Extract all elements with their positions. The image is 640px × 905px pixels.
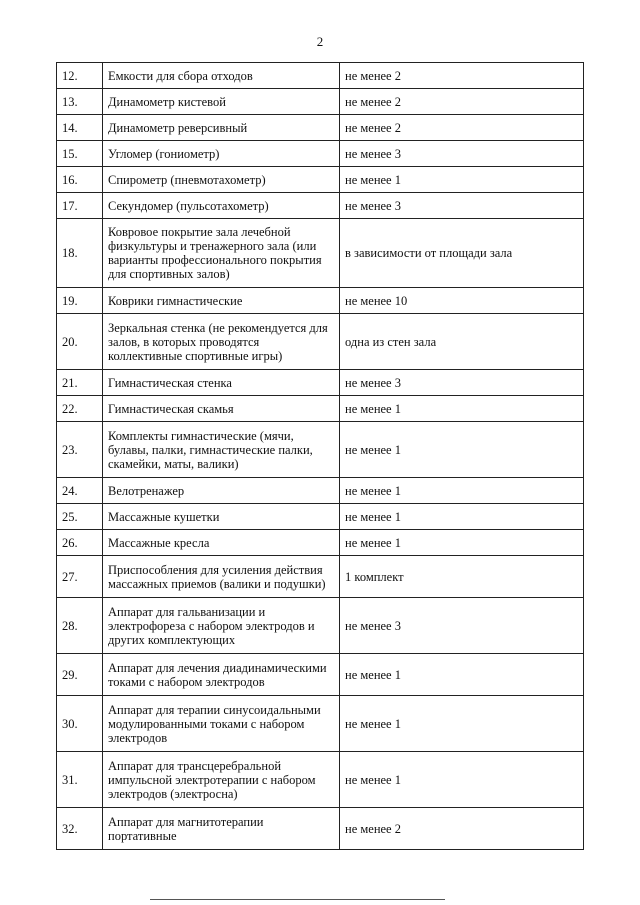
equipment-name: Массажные кресла <box>103 530 340 556</box>
row-number: 31. <box>57 752 103 808</box>
equipment-quantity: не менее 10 <box>340 288 584 314</box>
equipment-quantity: не менее 2 <box>340 89 584 115</box>
equipment-quantity: не менее 1 <box>340 752 584 808</box>
equipment-quantity: не менее 2 <box>340 63 584 89</box>
equipment-quantity: одна из стен зала <box>340 314 584 370</box>
row-number: 12. <box>57 63 103 89</box>
equipment-quantity: не менее 3 <box>340 141 584 167</box>
equipment-quantity: не менее 1 <box>340 422 584 478</box>
equipment-name: Гимнастическая стенка <box>103 370 340 396</box>
table-row <box>57 422 584 478</box>
row-number: 21. <box>57 370 103 396</box>
table-row <box>57 370 584 396</box>
row-number: 25. <box>57 504 103 530</box>
row-number: 27. <box>57 556 103 598</box>
row-number: 15. <box>57 141 103 167</box>
equipment-quantity: не менее 1 <box>340 530 584 556</box>
equipment-quantity: не менее 1 <box>340 396 584 422</box>
equipment-name: Гимнастическая скамья <box>103 396 340 422</box>
equipment-name: Аппарат для гальванизации и электрофореза с набором электродов и других комплектующих <box>103 598 340 654</box>
equipment-quantity: не менее 1 <box>340 504 584 530</box>
table-row <box>57 167 584 193</box>
equipment-name: Ковровое покрытие зала лечебной физкультуры и тренажерного зала (или варианты профессионального покрытия для спортивных залов) <box>103 219 340 288</box>
table-row <box>57 598 584 654</box>
table-row <box>57 752 584 808</box>
table-row <box>57 288 584 314</box>
equipment-quantity: не менее 1 <box>340 478 584 504</box>
equipment-name: Емкости для сбора отходов <box>103 63 340 89</box>
row-number: 30. <box>57 696 103 752</box>
equipment-name: Аппарат для магнитотерапии портативные <box>103 808 340 850</box>
equipment-table <box>56 62 584 850</box>
table-row <box>57 115 584 141</box>
table-row <box>57 556 584 598</box>
table-row <box>57 193 584 219</box>
table-row <box>57 808 584 850</box>
table-row <box>57 654 584 696</box>
equipment-quantity: не менее 3 <box>340 598 584 654</box>
table-row <box>57 63 584 89</box>
row-number: 19. <box>57 288 103 314</box>
row-number: 20. <box>57 314 103 370</box>
equipment-quantity: не менее 1 <box>340 654 584 696</box>
equipment-quantity: в зависимости от площади зала <box>340 219 584 288</box>
equipment-name: Аппарат для трансцеребральной импульсной электротерапии с набором электродов (электросна) <box>103 752 340 808</box>
table-row <box>57 696 584 752</box>
equipment-name: Зеркальная стенка (не рекомендуется для залов, в которых проводятся коллективные спортивные игры) <box>103 314 340 370</box>
equipment-name: Велотренажер <box>103 478 340 504</box>
row-number: 29. <box>57 654 103 696</box>
equipment-name: Динамометр кистевой <box>103 89 340 115</box>
equipment-name: Приспособления для усиления действия массажных приемов (валики и подушки) <box>103 556 340 598</box>
equipment-name: Угломер (гониометр) <box>103 141 340 167</box>
equipment-quantity: не менее 2 <box>340 808 584 850</box>
equipment-quantity: не менее 3 <box>340 193 584 219</box>
equipment-name: Динамометр реверсивный <box>103 115 340 141</box>
equipment-name: Комплекты гимнастические (мячи, булавы, палки, гимнастические палки, скамейки, маты, валики) <box>103 422 340 478</box>
table-row <box>57 504 584 530</box>
row-number: 16. <box>57 167 103 193</box>
row-number: 22. <box>57 396 103 422</box>
equipment-quantity: 1 комплект <box>340 556 584 598</box>
page-number: 2 <box>316 34 324 49</box>
row-number: 26. <box>57 530 103 556</box>
row-number: 17. <box>57 193 103 219</box>
bottom-rule <box>150 899 445 900</box>
row-number: 13. <box>57 89 103 115</box>
row-number: 18. <box>57 219 103 288</box>
row-number: 14. <box>57 115 103 141</box>
row-number: 23. <box>57 422 103 478</box>
table-row <box>57 141 584 167</box>
equipment-quantity: не менее 1 <box>340 167 584 193</box>
row-number: 28. <box>57 598 103 654</box>
table-row <box>57 89 584 115</box>
equipment-name: Секундомер (пульсотахометр) <box>103 193 340 219</box>
equipment-quantity: не менее 2 <box>340 115 584 141</box>
table-row <box>57 396 584 422</box>
equipment-name: Коврики гимнастические <box>103 288 340 314</box>
table-row <box>57 314 584 370</box>
equipment-table-body <box>57 63 584 850</box>
equipment-quantity: не менее 3 <box>340 370 584 396</box>
table-row <box>57 219 584 288</box>
table-row <box>57 530 584 556</box>
equipment-name: Аппарат для терапии синусоидальными модулированными токами с набором электродов <box>103 696 340 752</box>
row-number: 24. <box>57 478 103 504</box>
row-number: 32. <box>57 808 103 850</box>
equipment-name: Аппарат для лечения диадинамическими токами с набором электродов <box>103 654 340 696</box>
equipment-name: Массажные кушетки <box>103 504 340 530</box>
equipment-quantity: не менее 1 <box>340 696 584 752</box>
table-row <box>57 478 584 504</box>
equipment-name: Спирометр (пневмотахометр) <box>103 167 340 193</box>
